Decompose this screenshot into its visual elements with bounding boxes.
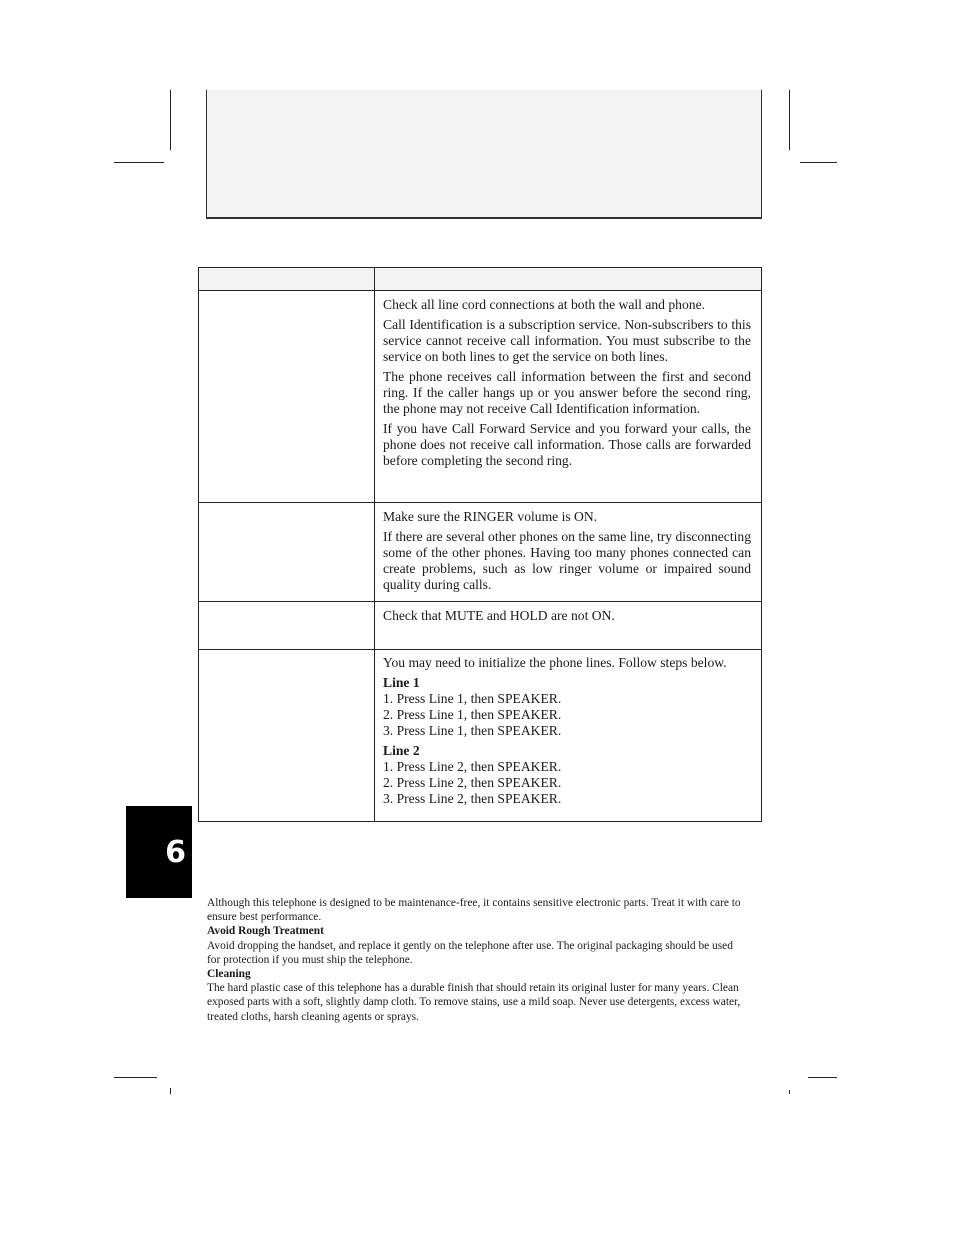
line-1-heading: Line 1	[383, 675, 420, 690]
step-text: 2. Press Line 2, then SPEAKER.	[383, 775, 562, 790]
crop-mark	[789, 90, 790, 150]
solution-text: The phone receives call information between the first and second ring. If the caller hangs up or you answer before the second ring, the phone may not receive Call Identification information.	[383, 369, 751, 416]
step-text: 2. Press Line 1, then SPEAKER.	[383, 707, 562, 722]
crop-mark	[789, 1090, 790, 1094]
step-text: 3. Press Line 2, then SPEAKER.	[383, 791, 562, 806]
solution-column-header	[375, 268, 762, 291]
step-text: 1. Press Line 1, then SPEAKER.	[383, 691, 562, 706]
line-2-steps	[383, 743, 751, 807]
problem-cell	[199, 291, 375, 503]
line-2-heading: Line 2	[383, 743, 420, 758]
solution-text: If there are several other phones on the same line, try disconnecting some of the other phones. Having too many phones connected can create problems, such as low ringer volume or impaired sound quality during calls.	[383, 529, 751, 592]
cleaning-heading: Cleaning	[207, 968, 251, 981]
solution-cell	[375, 602, 762, 650]
page-header-box	[206, 90, 762, 219]
solution-text: You may need to initialize the phone lines. Follow steps below.	[383, 655, 727, 670]
table-row	[199, 650, 762, 822]
solution-text: Check all line cord connections at both the wall and phone.	[383, 297, 706, 312]
care-section	[207, 896, 747, 1024]
step-text: 3. Press Line 1, then SPEAKER.	[383, 723, 562, 738]
problem-cell	[199, 602, 375, 650]
solution-text: Check that MUTE and HOLD are not ON.	[383, 608, 615, 623]
crop-mark	[114, 162, 164, 163]
rough-treatment-text: Avoid dropping the handset, and replace it gently on the telephone after use. The original packaging should be used for protection if you must ship the telephone.	[207, 939, 733, 966]
solution-text: Make sure the RINGER volume is ON.	[383, 509, 598, 524]
problem-cell	[199, 650, 375, 822]
solution-text: If you have Call Forward Service and you forward your calls, the phone does not receive call information. Those calls are forwarded before completing the second ring.	[383, 421, 751, 468]
rough-treatment-heading: Avoid Rough Treatment	[207, 925, 324, 938]
chapter-tab: 6	[126, 806, 192, 898]
table-row	[199, 291, 762, 503]
solution-cell	[375, 503, 762, 602]
line-1-steps	[383, 675, 751, 739]
problem-cell	[199, 503, 375, 602]
crop-mark	[170, 90, 171, 150]
solution-cell	[375, 650, 762, 822]
step-text: 1. Press Line 2, then SPEAKER.	[383, 759, 562, 774]
table-row	[199, 602, 762, 650]
cleaning-text: The hard plastic case of this telephone has a durable finish that should retain its original luster for many years. Clean exposed parts with a soft, slightly damp cloth. To remove stains, use a mild soap. Never use detergents, excess water, treated cloths, harsh cleaning agents or sprays.	[207, 982, 741, 1023]
table-row	[199, 503, 762, 602]
crop-mark	[800, 162, 837, 163]
crop-mark	[170, 1088, 171, 1094]
troubleshooting-table	[198, 267, 762, 822]
table-header-row	[199, 268, 762, 291]
care-intro: Although this telephone is designed to be maintenance-free, it contains sensitive electronic parts. Treat it with care to ensure best performance.	[207, 897, 741, 924]
crop-mark	[808, 1077, 837, 1078]
solution-text: Call Identification is a subscription service. Non-subscribers to this service cannot receive call information. You must subscribe to the service on both lines to get the service on both lines.	[383, 317, 751, 364]
solution-cell	[375, 291, 762, 503]
crop-mark	[114, 1077, 157, 1078]
problem-column-header	[199, 268, 375, 291]
